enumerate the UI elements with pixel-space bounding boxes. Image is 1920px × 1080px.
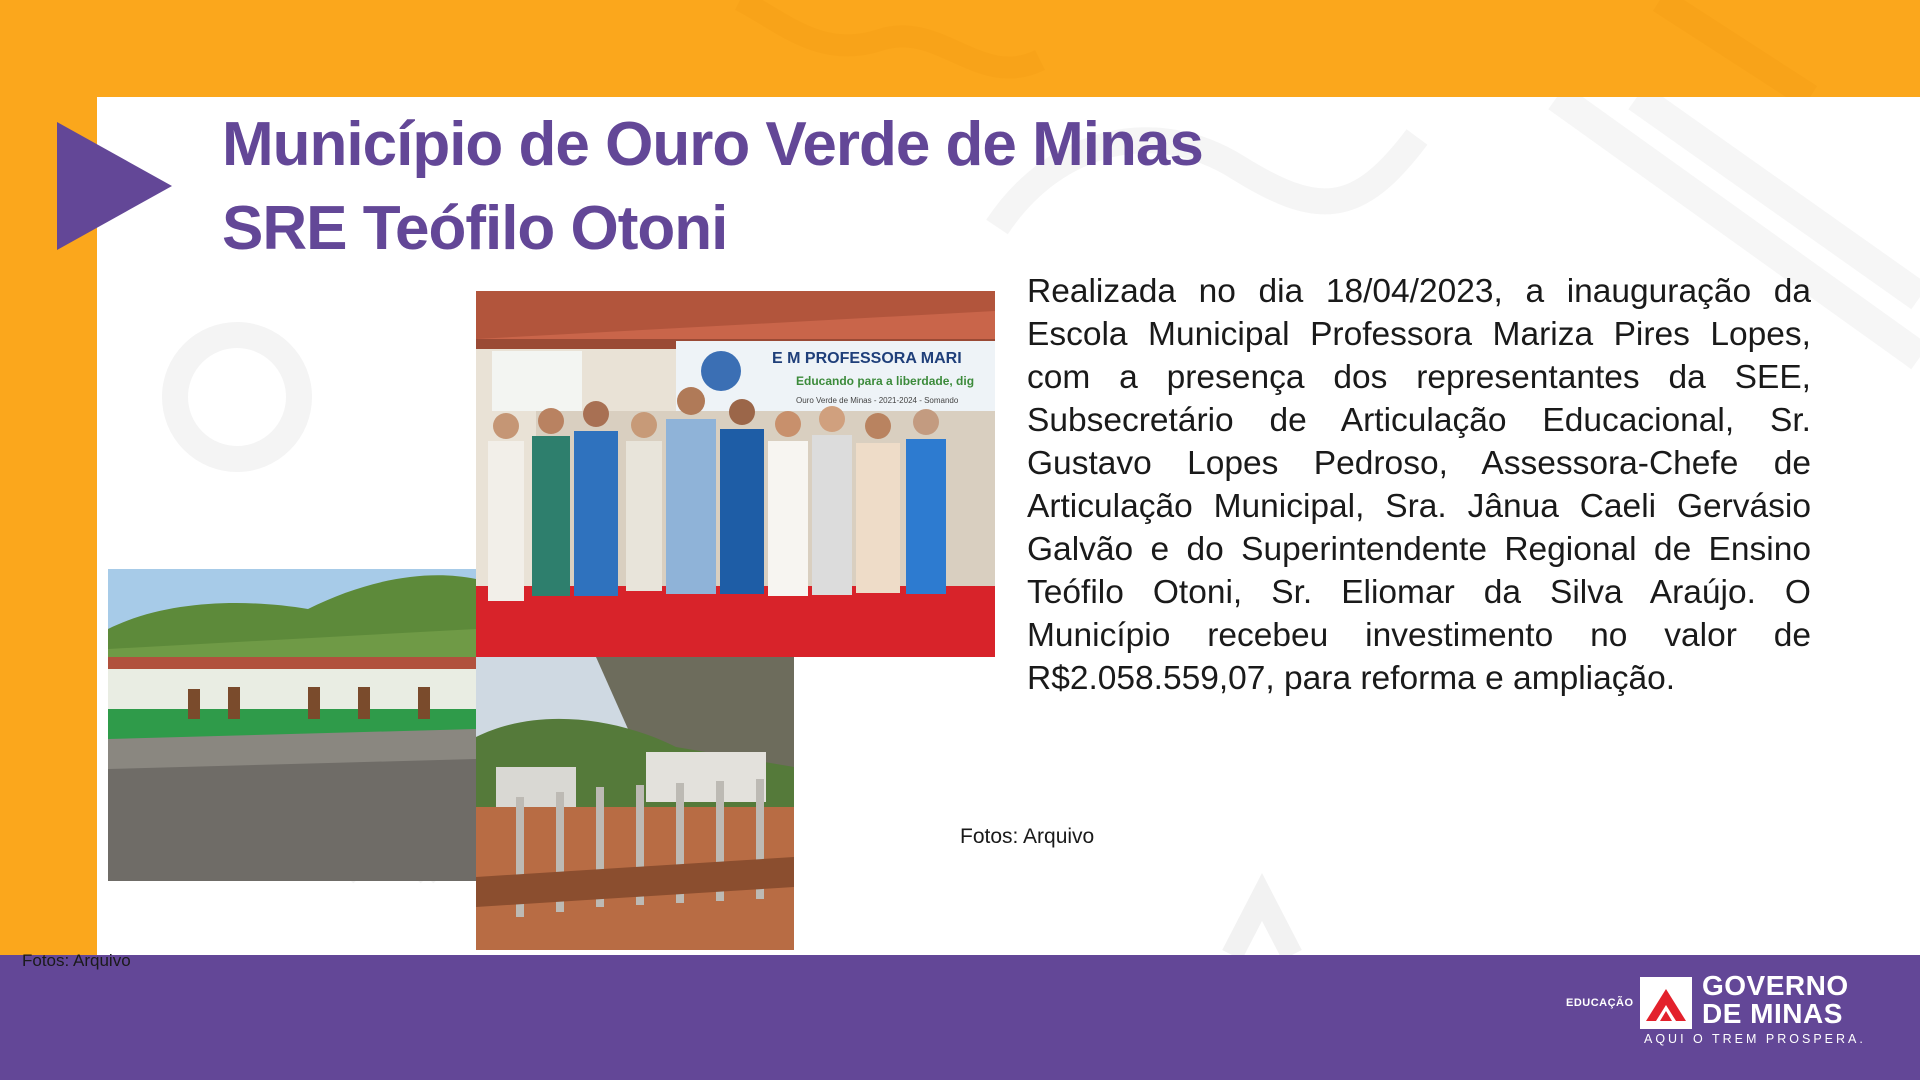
logo-tagline: AQUI O TREM PROSPERA. <box>1644 1032 1866 1046</box>
governo-minas-logo[interactable] <box>1566 970 1866 1050</box>
description-paragraph: Realizada no dia 18/04/2023, a inauguração da Escola Municipal Professora Mariza Pires Lopes, com a presença dos representantes da SEE, Subsecretário de Articulação Educacional, Sr. Gustavo Lopes Pedroso, Assessora-Chefe de Articulação Municipal, Sra. Jânua Caeli Gervásio Galvão e do Superintendente Regional de Ensino Teófilo Otoni, Sr. Eliomar da Silva Araújo. O Município recebeu investimento no valor de R$2.058.559,07, para reforma e ampliação. <box>1027 273 1811 697</box>
page-title <box>222 103 1203 271</box>
banner-line-2: Educando para a liberdade, dig <box>796 374 975 388</box>
triangle-mountain-icon <box>1640 977 1692 1029</box>
logo-brand-text: GOVERNO DE MINAS <box>1702 970 1849 1029</box>
banner-line-1: E M PROFESSORA MARI <box>772 350 962 367</box>
school-courtyard-photo <box>108 569 476 881</box>
play-arrow-icon <box>57 122 172 250</box>
title-line-municipality: Município de Ouro Verde de Minas <box>222 110 1203 179</box>
logo-section-label: EDUCAÇÃO <box>1566 997 1634 1009</box>
banner-line-3: Ouro Verde de Minas - 2021-2024 - Somando <box>796 396 959 405</box>
decorative-wave-pattern <box>0 0 1920 97</box>
inauguration-group-photo <box>476 291 995 657</box>
top-orange-band <box>0 0 1920 97</box>
construction-site-photo <box>476 657 794 950</box>
photo-credit-right: Fotos: Arquivo <box>960 825 1095 848</box>
photo-credit-left: Fotos: Arquivo <box>22 951 131 970</box>
title-line-sre: SRE Teófilo Otoni <box>222 194 728 263</box>
